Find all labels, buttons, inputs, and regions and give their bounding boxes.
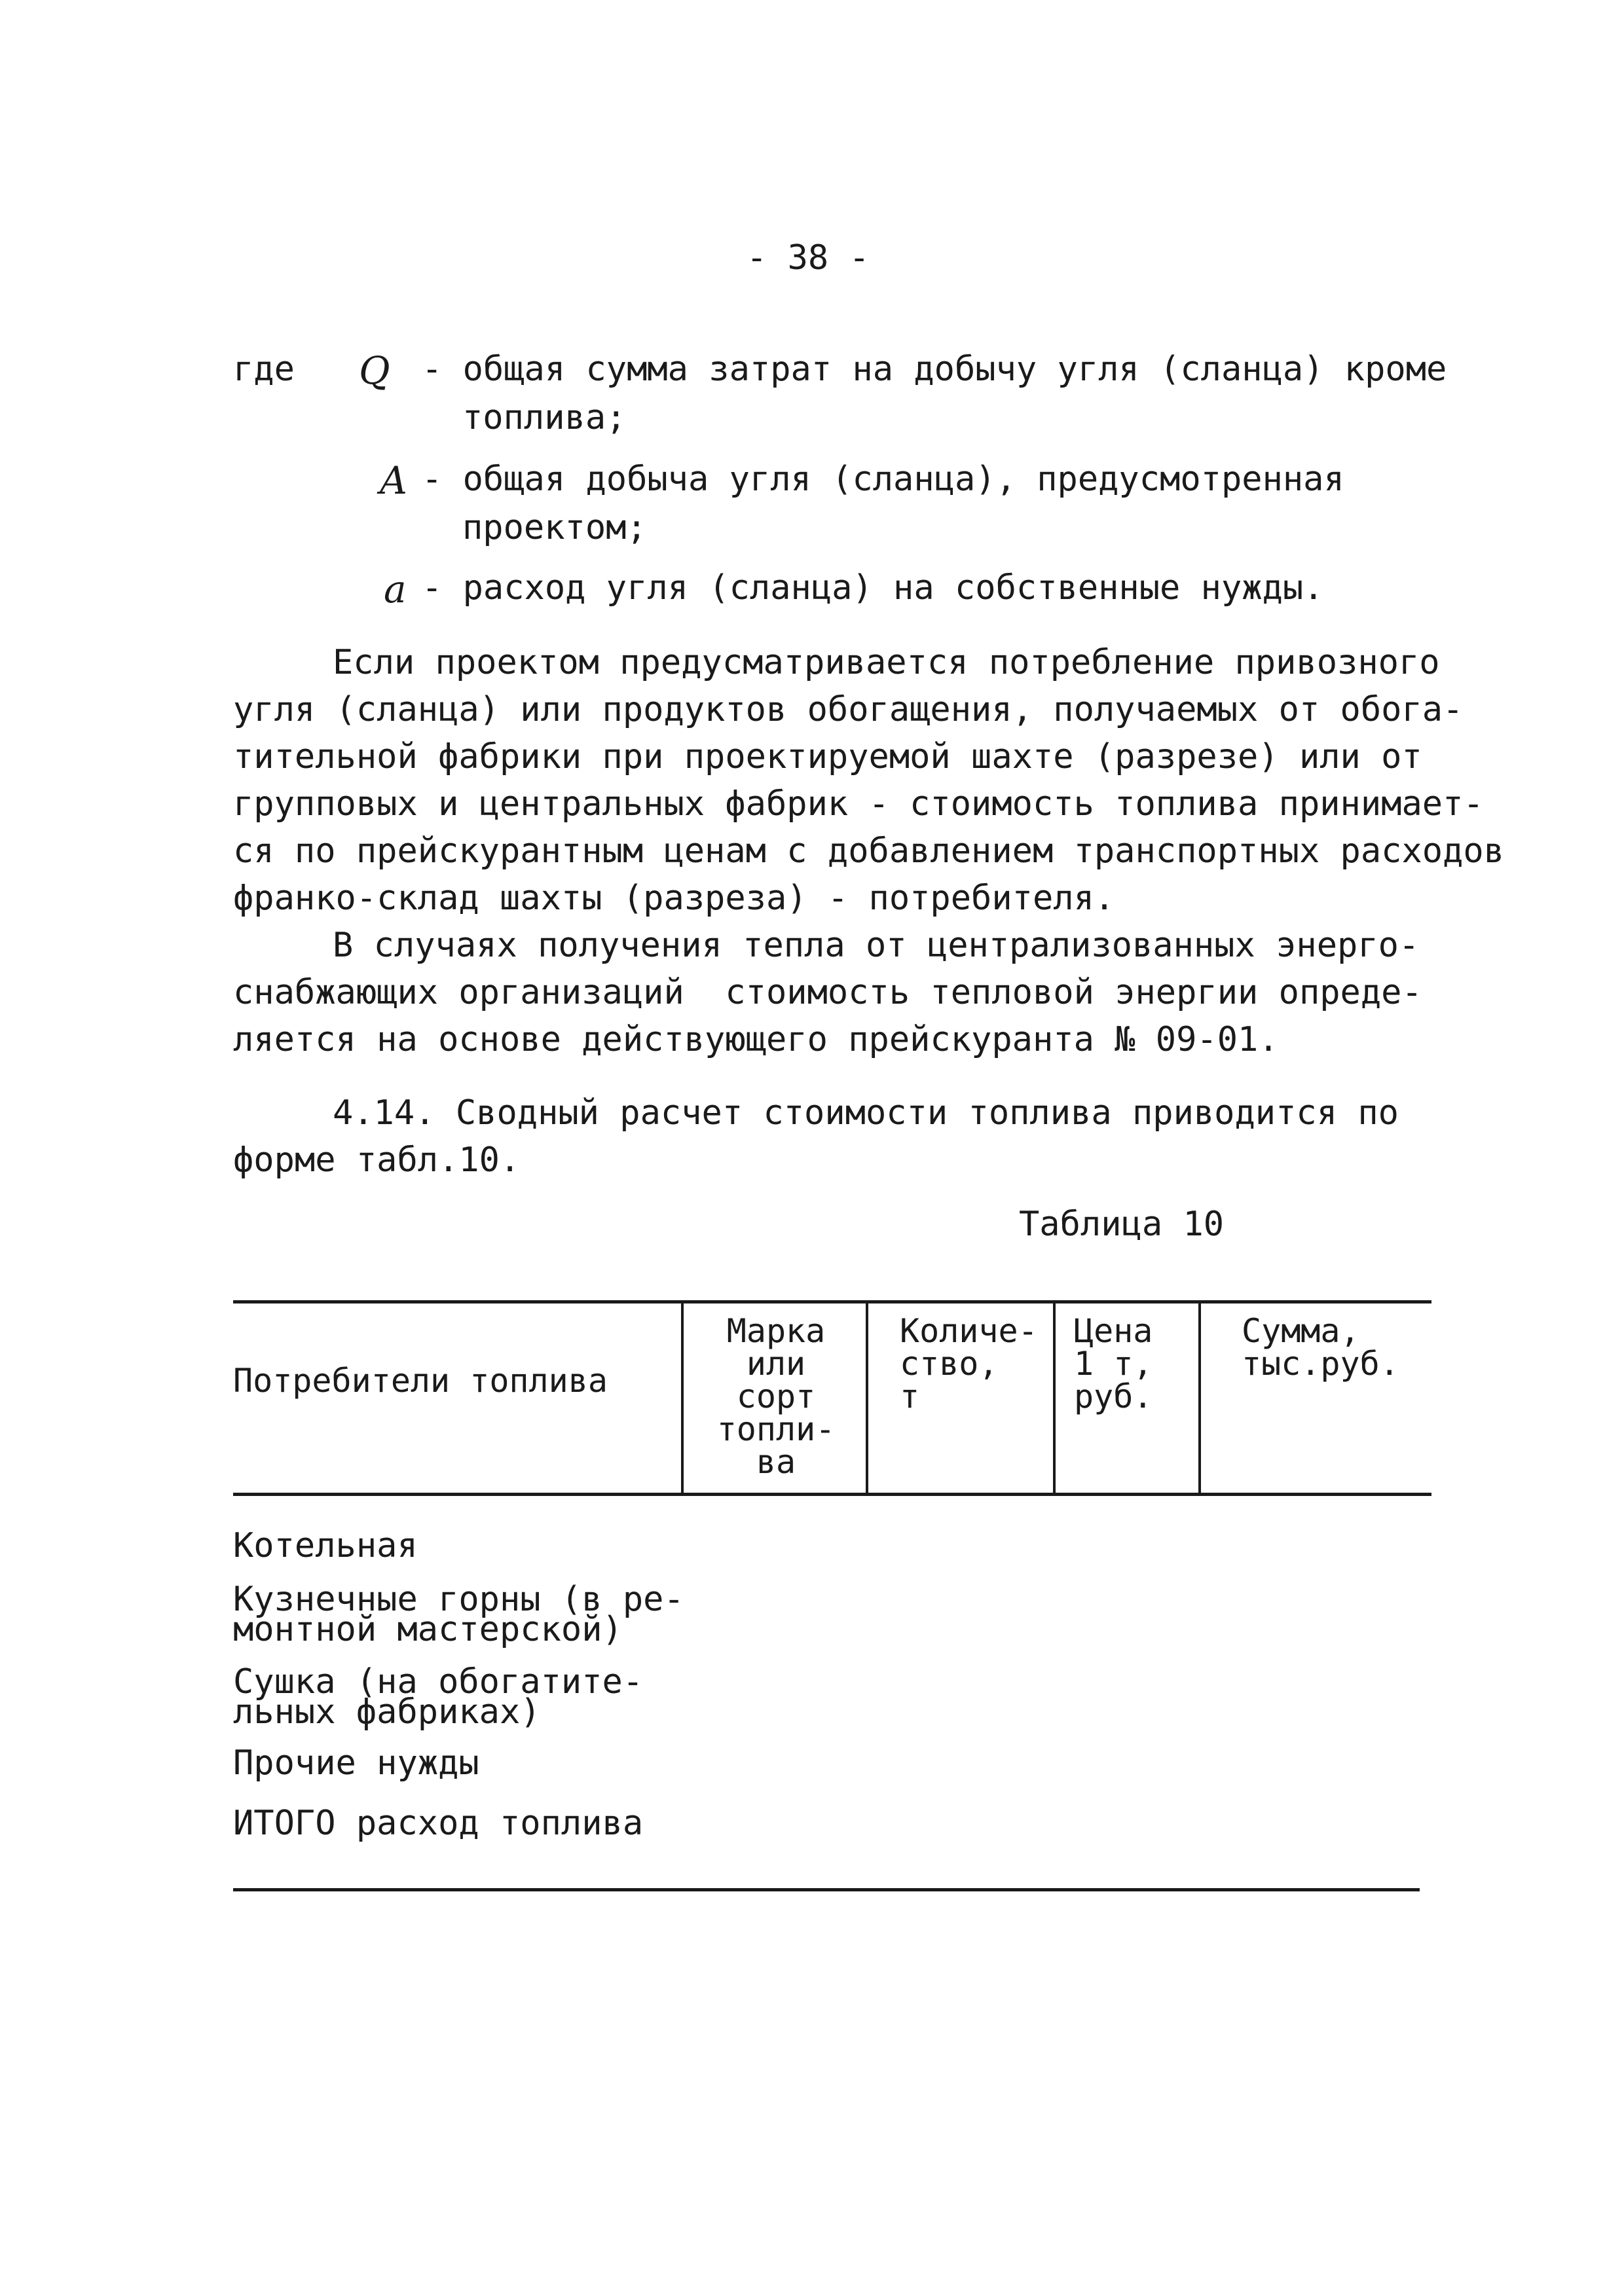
table-col-divider-3	[1053, 1303, 1056, 1493]
header-price-line-3: руб.	[1074, 1377, 1153, 1415]
definition-q-line-1: - общая сумма затрат на добычу угля (сланца) кроме	[422, 350, 1447, 389]
table-col-divider-1	[681, 1303, 684, 1493]
paragraph-3-line-2: форме табл.10.	[233, 1140, 521, 1180]
table-col-divider-2	[866, 1303, 868, 1493]
header-quantity-line-2: ство,	[900, 1345, 999, 1383]
paragraph-1-line-5: ся по прейскурантным ценам с добавлением транспортных расходов	[233, 831, 1505, 871]
definition-a-line-2: проектом;	[462, 508, 647, 547]
definition-a-own-line-1: - расход угля (сланца) на собственные нужды.	[422, 568, 1324, 608]
header-grade-line-5: ва	[756, 1443, 796, 1481]
page-number: - 38 -	[747, 238, 870, 278]
table-row-other: Прочие нужды	[233, 1743, 479, 1783]
table-row-forges-line-2: монтной мастерской)	[233, 1610, 623, 1649]
symbol-a-own: a	[384, 567, 407, 611]
header-grade-line-1: Марка	[726, 1312, 826, 1350]
table-row-drying-line-1: Сушка (на обогатите-	[233, 1662, 644, 1702]
table-row-drying-line-2: льных фабриках)	[233, 1692, 541, 1732]
table-caption: Таблица 10	[1019, 1205, 1225, 1244]
table-row-total: ИТОГО расход топлива	[233, 1804, 644, 1843]
paragraph-2-line-3: ляется на основе действующего прейскуранта № 09-01.	[233, 1020, 1279, 1059]
header-grade-line-3: сорт	[736, 1377, 816, 1415]
definition-q-line-2: топлива;	[462, 398, 627, 437]
paragraph-1-line-6: франко-склад шахты (разреза) - потребителя.	[233, 879, 1115, 918]
header-sum-line-2: тыс.руб.	[1242, 1345, 1399, 1383]
table-bottom-rule	[233, 1888, 1420, 1891]
paragraph-1-line-3: тительной фабрики при проектируемой шахте (разрезе) или от	[233, 737, 1422, 776]
header-price-line-1: Цена	[1074, 1312, 1153, 1350]
header-sum-line-1: Сумма,	[1242, 1312, 1360, 1350]
definition-a-line-1: - общая добыча угля (сланца), предусмотренная	[422, 460, 1344, 499]
symbol-q: Q	[359, 348, 390, 393]
header-consumers: Потребители топлива	[233, 1362, 608, 1400]
paragraph-1-line-2: угля (сланца) или продуктов обогащения, получаемых от обога-	[233, 690, 1464, 729]
header-grade-line-4: топли-	[716, 1410, 836, 1448]
paragraph-2-line-2: снабжающих организаций стоимость тепловой энергии опреде-	[233, 973, 1422, 1012]
paragraph-1-line-4: групповых и центральных фабрик - стоимость топлива принимает-	[233, 784, 1484, 824]
header-quantity-line-3: т	[900, 1377, 920, 1415]
symbol-a-total: A	[380, 458, 407, 503]
header-grade-line-2: или	[746, 1345, 806, 1383]
header-price-line-2: 1 т,	[1074, 1345, 1153, 1383]
table-row-forges-line-1: Кузнечные горны (в ре-	[233, 1580, 684, 1619]
where-intro: где	[233, 350, 295, 389]
table-header-rule	[233, 1493, 1431, 1496]
table-row-boiler: Котельная	[233, 1526, 418, 1565]
table-col-divider-4	[1198, 1303, 1201, 1493]
header-quantity-line-1: Количе-	[900, 1312, 1038, 1350]
table-top-rule	[233, 1300, 1431, 1303]
paragraph-2-line-1: В случаях получения тепла от централизованных энерго-	[333, 926, 1420, 965]
paragraph-3-line-1: 4.14. Сводный расчет стоимости топлива приводится по	[333, 1093, 1399, 1133]
paragraph-1-line-1: Если проектом предусматривается потребление привозного	[333, 643, 1440, 682]
